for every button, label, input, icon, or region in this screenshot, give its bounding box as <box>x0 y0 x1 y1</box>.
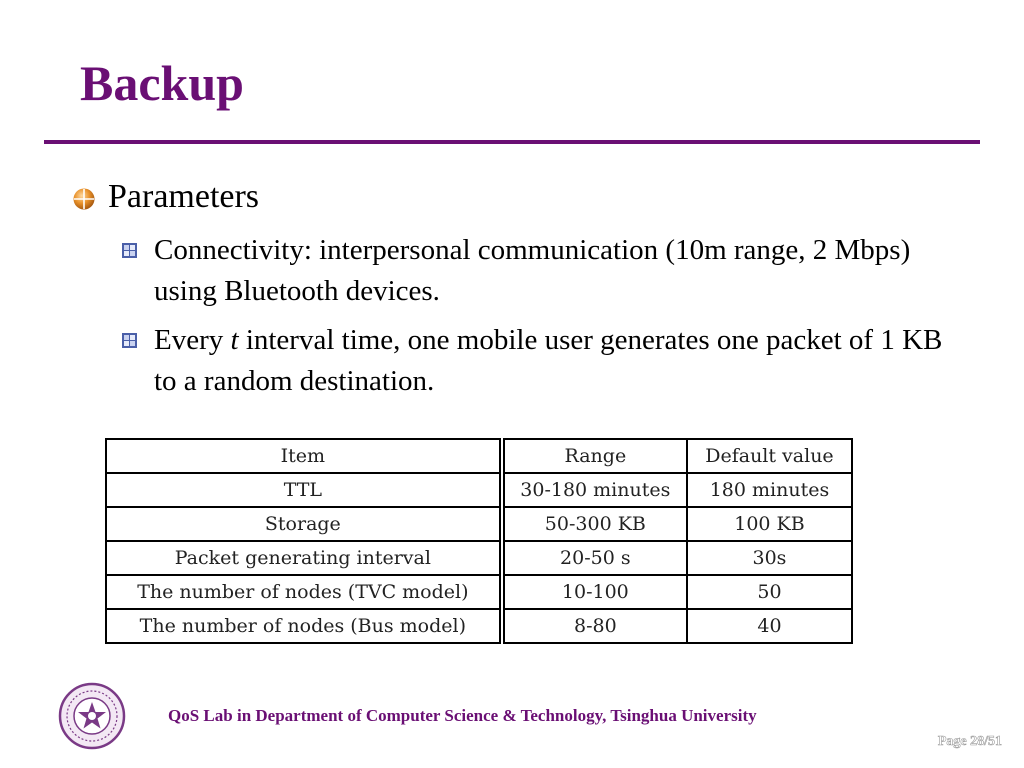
table-cell: 180 minutes <box>687 473 852 507</box>
table-header-cell: Range <box>502 439 687 473</box>
table-cell: The number of nodes (Bus model) <box>106 609 502 643</box>
table-header-row <box>106 439 852 473</box>
sub-bullet-italic-variable: t <box>230 324 239 356</box>
table-cell: The number of nodes (TVC model) <box>106 575 502 609</box>
parameters-table <box>105 438 853 644</box>
sub-bullet-text: Connectivity: interpersonal communication (10m range, 2 Mbps) using Bluetooth devices. <box>154 234 911 307</box>
sub-bullet-text <box>154 320 954 402</box>
table-cell: 100 KB <box>687 507 852 541</box>
table-row <box>106 609 852 643</box>
blue-square-bullet-icon <box>122 243 137 258</box>
sub-bullet-suffix: interval time, one mobile user generates one packet of 1 KB to a random destination. <box>154 324 943 397</box>
table-cell: Storage <box>106 507 502 541</box>
table-cell: 50-300 KB <box>502 507 687 541</box>
bullet-text: Parameters <box>108 178 260 215</box>
sub-bullet-prefix: Every <box>154 324 231 356</box>
footer-affiliation: QoS Lab in Department of Computer Science & Technology, Tsinghua University <box>168 706 757 725</box>
page-number: Page 28/51 <box>937 734 1002 749</box>
blue-square-bullet-icon <box>122 333 137 348</box>
table-cell: 40 <box>687 609 852 643</box>
table-cell: 8-80 <box>502 609 687 643</box>
table-cell: TTL <box>106 473 502 507</box>
orange-sphere-bullet-icon <box>72 187 96 211</box>
table-cell: 20-50 s <box>502 541 687 575</box>
table-cell: Packet generating interval <box>106 541 502 575</box>
table-cell: 50 <box>687 575 852 609</box>
table-cell: 10-100 <box>502 575 687 609</box>
table-cell: 30s <box>687 541 852 575</box>
table-row <box>106 541 852 575</box>
table-cell: 30-180 minutes <box>502 473 687 507</box>
table-header-cell: Default value <box>687 439 852 473</box>
table-row <box>106 575 852 609</box>
title-divider <box>44 140 980 144</box>
slide-title: Backup <box>80 55 244 111</box>
table-header-cell: Item <box>106 439 502 473</box>
tsinghua-university-seal-icon <box>58 682 126 750</box>
table-row <box>106 473 852 507</box>
table-row <box>106 507 852 541</box>
